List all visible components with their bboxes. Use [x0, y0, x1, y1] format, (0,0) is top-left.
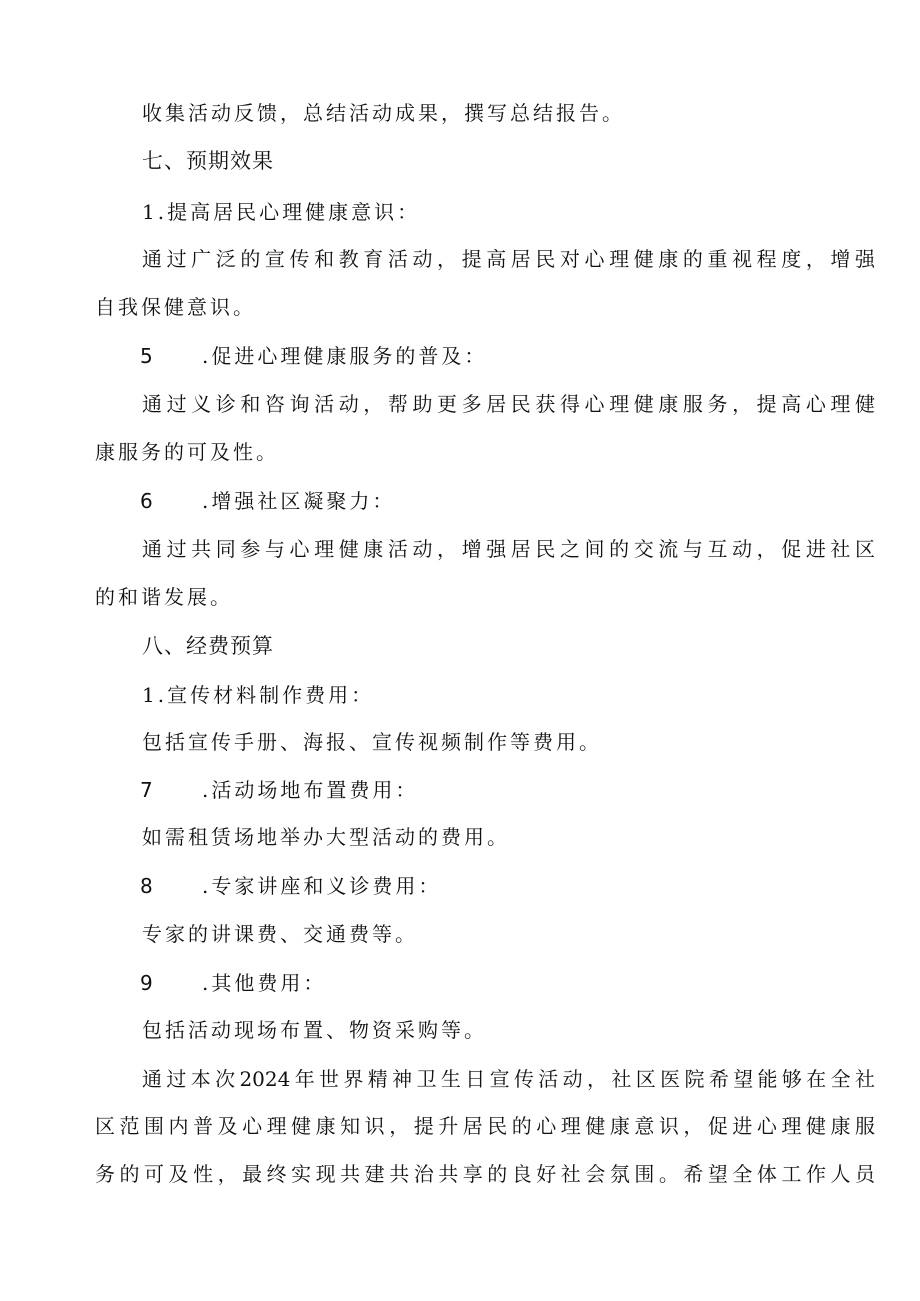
paragraph-line: 康服务的可及性。 [95, 440, 279, 464]
numbered-list-item [140, 872, 441, 900]
list-item-heading: 1.提高居民心理健康意识： [142, 200, 421, 224]
paragraph-line: 通过本次2024年世界精神卫生日宣传活动，社区医院希望能够在全社 [142, 1067, 875, 1091]
section-heading-budget: 八、经费预算 [142, 634, 274, 658]
list-item-text: .活动场地布置费用： [202, 778, 419, 802]
list-number: 5 [140, 344, 153, 368]
list-item-text: .促进心理健康服务的普及： [202, 344, 488, 368]
paragraph-line: 务的可及性，最终实现共建共治共享的良好社会氛围。希望全体工作人员 [95, 1162, 875, 1186]
paragraph-line: 通过共同参与心理健康活动，增强居民之间的交流与互动，促进社区 [142, 537, 875, 561]
list-number: 9 [140, 971, 153, 995]
list-item-text: .其他费用： [202, 971, 327, 995]
paragraph-line: 通过广泛的宣传和教育活动，提高居民对心理健康的重视程度，增强 [142, 247, 875, 271]
paragraph-line: 包括宣传手册、海报、宣传视频制作等费用。 [142, 730, 602, 754]
list-number: 7 [140, 778, 153, 802]
paragraph-line: 自我保健意识。 [95, 295, 256, 319]
paragraph-line: 收集活动反馈，总结活动成果，撰写总结报告。 [142, 101, 625, 125]
list-number: 6 [140, 489, 153, 513]
list-item-text: .增强社区凝聚力： [202, 489, 396, 513]
list-item-heading: 1.宣传材料制作费用： [142, 683, 375, 707]
paragraph-line: 包括活动现场布置、物资采购等。 [142, 1018, 487, 1042]
list-number: 8 [140, 874, 153, 898]
section-heading-expected-results: 七、预期效果 [142, 149, 274, 173]
paragraph-line: 通过义诊和咨询活动，帮助更多居民获得心理健康服务，提高心理健 [142, 392, 875, 416]
numbered-list-item [140, 342, 487, 370]
paragraph-line: 专家的讲课费、交通费等。 [142, 922, 418, 946]
numbered-list-item [140, 776, 418, 804]
paragraph-line: 的和谐发展。 [95, 585, 233, 609]
paragraph-line: 区范围内普及心理健康知识，提升居民的心理健康意识，促进心理健康服 [95, 1114, 875, 1138]
numbered-list-item [140, 487, 395, 515]
list-item-text: .专家讲座和义诊费用： [202, 874, 442, 898]
numbered-list-item [140, 969, 326, 997]
paragraph-line: 如需租赁场地举办大型活动的费用。 [142, 825, 510, 849]
